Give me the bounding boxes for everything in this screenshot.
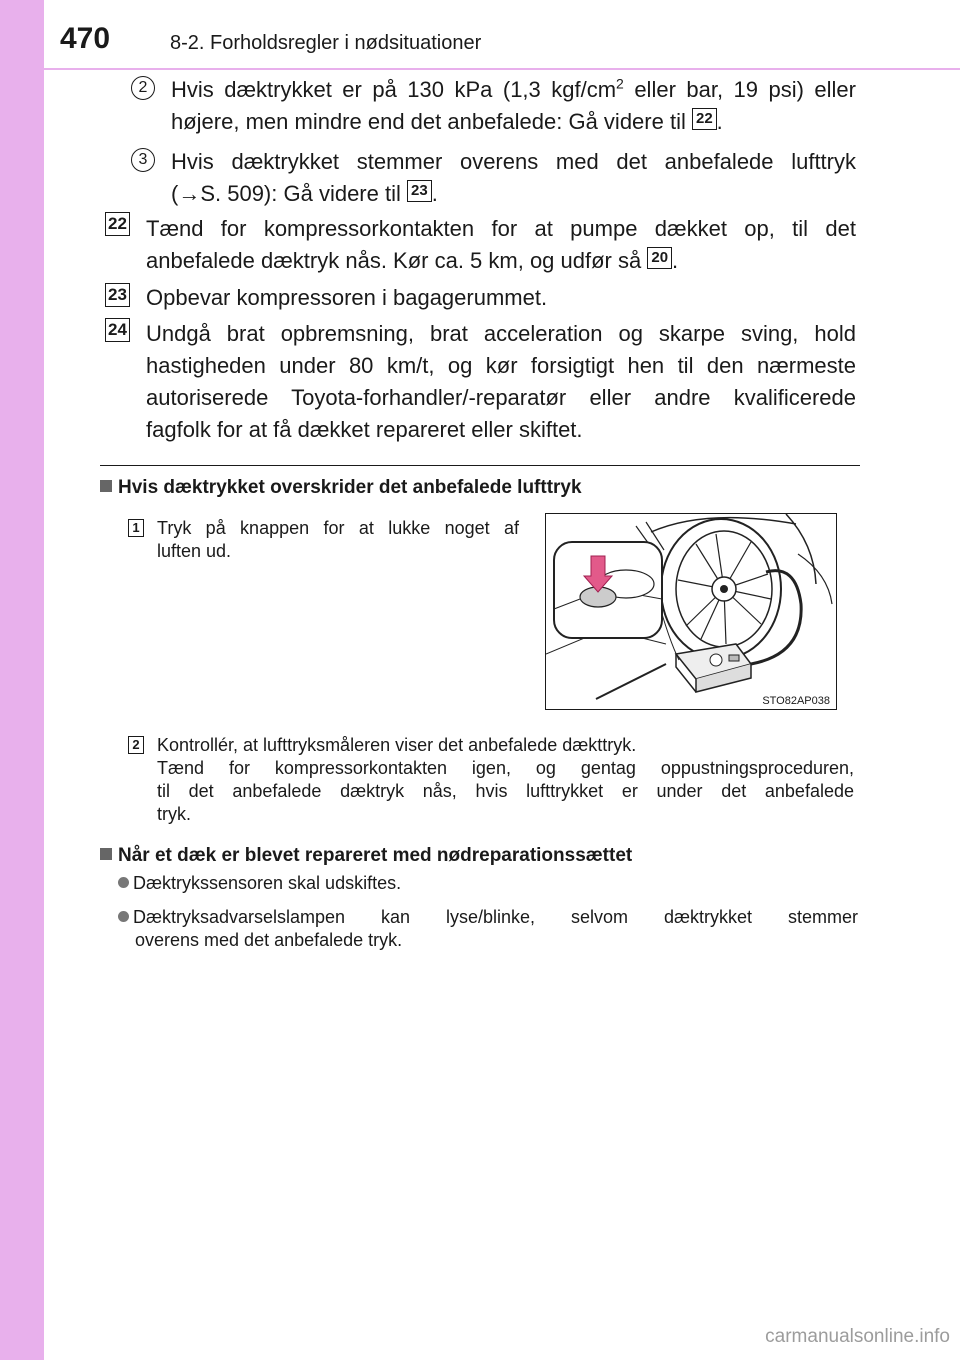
ref-step-23: 23: [407, 180, 432, 202]
step-2-line1b: eller bar, 19 psi) eller: [623, 77, 856, 102]
step-24-line1: Undgå brat opbremsning, brat acceleration og skarpe sving, hold: [146, 321, 856, 346]
step-2-text: Hvis dæktrykket er på 130 kPa (1,3 kgf/$cm^2$ eller bar, 19 psi) eller højere, men mindre end det anbefalede: Gå videre til 22 .: [171, 75, 856, 134]
step-22-text: Tænd for kompressorkontakten for at pumpe dækket op, til det anbefalede dæktryk nås. Kør ca. 5 km, og udfør så 20 .: [146, 213, 856, 277]
step-3-line1: Hvis dæktrykket stemmer overens med det anbefalede lufttryk: [171, 149, 856, 174]
chapter-side-tab: [0, 0, 44, 1360]
item-2-line4: tryk.: [157, 804, 191, 824]
step-3-line2: (→S. 509): Gå videre til: [171, 181, 401, 206]
item-2-line3: til det anbefalede dæktryk nås, hvis lufttrykket er under det anbefalede: [157, 781, 854, 801]
step-box-24: 24: [105, 318, 130, 342]
item-box-2: 2: [128, 736, 144, 754]
header-rule: [44, 68, 960, 70]
bullet-1: [118, 872, 858, 895]
item-1-line1: Tryk på knappen for at lukke noget af: [157, 518, 519, 538]
bullet-2: [118, 906, 858, 952]
page-number: 470: [60, 22, 111, 55]
step-24-line4: fagfolk for at få dækket repareret eller skiftet.: [146, 417, 583, 442]
step-circle-3: 3: [131, 148, 155, 172]
step-circle-2: 2: [131, 76, 155, 100]
item-box-1: 1: [128, 519, 144, 537]
heading-square-icon: [100, 480, 112, 492]
heading-repaired: [100, 845, 632, 867]
item-2-line1: Kontrollér, at lufttryksmåleren viser det anbefalede dækttryk.: [157, 735, 637, 755]
item-2-text: [157, 734, 854, 826]
item-1-line2: luften ud.: [157, 541, 232, 561]
ref-step-22: 22: [692, 108, 717, 130]
compressor-illustration: [545, 513, 837, 710]
step-box-22: 22: [105, 212, 130, 236]
step-22-line2: anbefalede dæktryk nås. Kør ca. 5 km, og udfør så: [146, 248, 642, 273]
bullet-2-line1: Dæktryksadvarselslampen kan lyse/blinke, selvom dæktrykket stemmer: [133, 907, 858, 927]
step-2-line2: højere, men mindre end det anbefalede: Gå videre til: [171, 109, 686, 134]
step-23-text: Opbevar kompressoren i bagagerummet.: [146, 285, 548, 310]
step-2-line1: Hvis dæktrykket er på 130 kPa (1,3 kgf/cm: [171, 77, 617, 102]
ref-step-20: 20: [647, 247, 672, 269]
bullet-icon: [118, 911, 129, 922]
compressor-figure-icon: [546, 514, 836, 709]
step-24-text: [146, 318, 856, 446]
step-24-line3: autoriserede Toyota-forhandler/-reparatør eller andre kvalificerede: [146, 385, 856, 410]
watermark: carmanualsonline.info: [765, 1326, 950, 1347]
heading-overpressure: [100, 477, 582, 499]
step-3-text: Hvis dæktrykket stemmer overens med det anbefalede lufttryk (→S. 509): Gå videre til 23 .: [171, 146, 856, 210]
figure-code: STO82AP038: [762, 695, 830, 707]
heading-overpressure-text: Hvis dæktrykket overskrider det anbefalede lufttryk: [118, 477, 582, 498]
step-22-line1: Tænd for kompressorkontakten for at pumpe dækket op, til det: [146, 216, 856, 241]
bullet-icon: [118, 877, 129, 888]
step-2-sup: 2: [616, 75, 624, 92]
heading-repaired-text: Når et dæk er blevet repareret med nødreparationssættet: [118, 845, 633, 866]
bullet-2-line2: overens med det anbefalede tryk.: [135, 930, 403, 950]
bullet-1-text: Dæktrykssensoren skal udskiftes.: [133, 873, 402, 893]
step-box-23: 23: [105, 283, 130, 307]
item-1-text: [157, 517, 519, 563]
heading-square-icon: [100, 848, 112, 860]
section-title: 8-2. Forholdsregler i nødsituationer: [170, 32, 482, 54]
step-24-line2: hastigheden under 80 km/t, og kør forsigtigt hen til den nærmeste: [146, 353, 856, 378]
section-divider: [100, 465, 860, 466]
item-2-line2: Tænd for kompressorkontakten igen, og gentag oppustningsproceduren,: [157, 758, 854, 778]
